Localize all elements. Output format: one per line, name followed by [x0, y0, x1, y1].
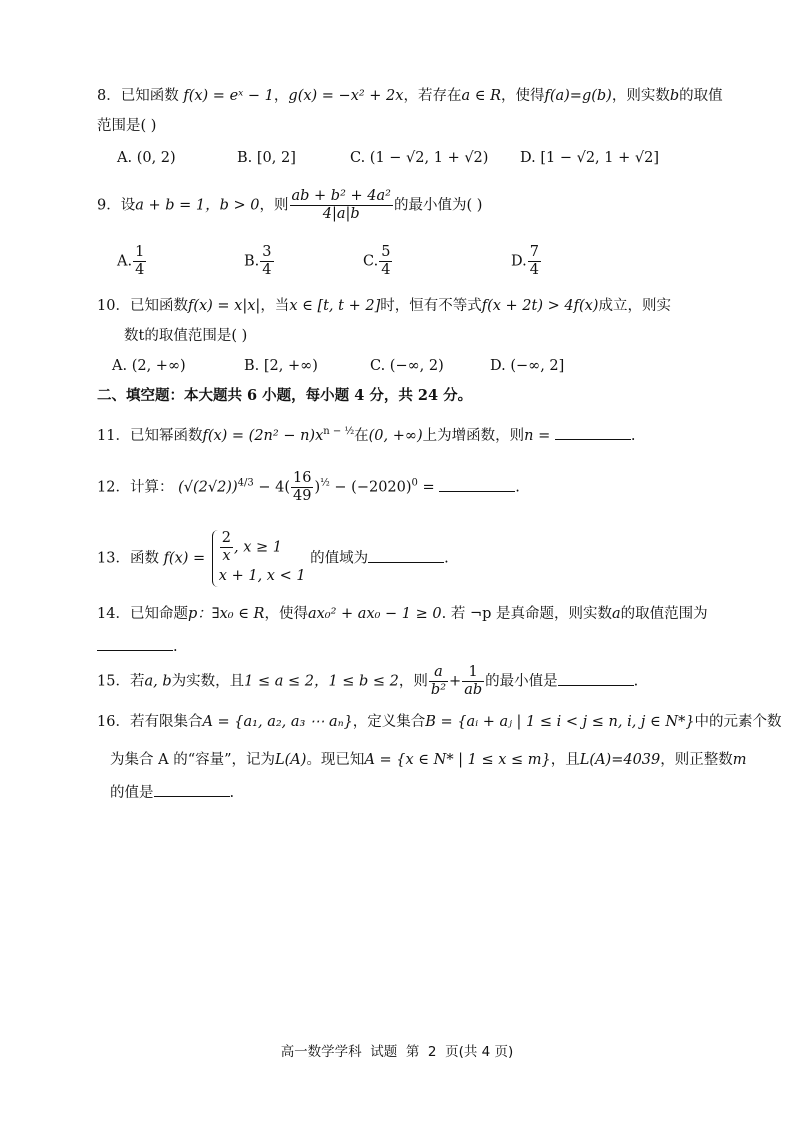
option-b: B. [0, 2] — [237, 150, 296, 166]
question-number: 13． — [97, 550, 130, 567]
formula: B = {aᵢ + aⱼ | 1 ≤ i < j ≤ n, i, j ∈ N*} — [425, 714, 695, 730]
answer-blank[interactable] — [97, 636, 173, 651]
option-d: D. [1 − √2, 1 + √2] — [520, 150, 659, 166]
answer-blank[interactable] — [555, 425, 631, 440]
question-8-line-1: 8．已知函数 f(x) = eˣ − 1，g(x) = −x² + 2x，若存在a ∈ R，使得f(a)=g(b)，则实数b的取值 — [97, 88, 723, 104]
formula: L(A)=4039 — [579, 752, 661, 768]
formula: a ∈ R — [461, 88, 501, 104]
question-number: 11． — [97, 427, 130, 444]
fraction: $\frac{1}{ab}$ — [464, 664, 483, 698]
formula: A = {x ∈ N* | 1 ≤ x ≤ m} — [364, 752, 551, 768]
question-number: 15． — [97, 673, 130, 690]
option-b: B. [2, +∞) — [244, 358, 318, 374]
question-11: 11．已知幂函数$f(x) = (2n^2 - n)x^{n - \frac{1}{2}}$在(0, +∞)上为增函数，则n = . — [97, 426, 636, 444]
option-b: B. $\frac{3}{4}$ — [244, 244, 272, 278]
page-footer: 高一数学学科 试题 第 2 页(共 4 页) — [280, 1044, 514, 1060]
question-number: 10． — [97, 298, 130, 314]
question-14-line-2: . — [97, 636, 178, 657]
formula: ax₀² + ax₀ − 1 ≥ 0 — [307, 606, 442, 622]
formula: f(x) = (2n² − n) — [202, 427, 316, 444]
question-12: 12．计算： $(√(2√2))^{4/3} - 4$( $\frac{16}{49}$ )$^{\frac{1}{2}} - (-2020)^0$ = . — [97, 470, 520, 504]
answer-blank[interactable] — [558, 671, 634, 686]
answer-blank[interactable] — [368, 548, 444, 563]
option-d: D. $\frac{7}{4}$ — [511, 244, 539, 278]
option-a: A. (2, +∞) — [112, 358, 186, 374]
option-c: C. (1 − √2, 1 + √2) — [350, 150, 489, 166]
formula: 1 ≤ a ≤ 2，1 ≤ b ≤ 2 — [244, 673, 399, 690]
formula: A = {a₁, a₂, a₃ ⋯ aₙ} — [202, 714, 353, 730]
formula: f(x + 2t) > 4f(x) — [481, 298, 599, 314]
question-number: 14． — [97, 606, 130, 622]
question-8-line-2: 范围是( ) — [97, 118, 157, 134]
fraction: $\frac{a}{\text{b²}}$ — [430, 664, 447, 698]
question-15: 15．若a, b为实数，且1 ≤ a ≤ 2，1 ≤ b ≤ 2，则 $\frac{a}{\text{b²}}$ + $\frac{1}{ab}$ 的最小值是 . — [97, 664, 639, 698]
option-c: C. $\frac{5}{4}$ — [363, 244, 391, 278]
answer-blank[interactable] — [154, 782, 230, 797]
section-heading: 二、填空题：本大题共 6 小题，每小题 4 分，共 24 分。 — [97, 387, 473, 404]
question-10-line-1: 10．已知函数f(x) = x|x|，当x ∈ [t, t + 2]时，恒有不等式f(x + 2t) > 4f(x)成立，则实 — [97, 298, 671, 314]
fraction: $\frac{\text{ab + b² + 4a²}}{4|a|b}$ — [291, 188, 391, 222]
formula: f(x) = x|x| — [187, 298, 261, 314]
question-number: 16． — [97, 714, 130, 730]
question-10-line-2: 数t的取值范围是( ) — [124, 328, 248, 344]
answer-blank[interactable] — [439, 477, 515, 492]
question-number: 9． — [97, 197, 121, 214]
formula: (√(2√2)) — [178, 479, 238, 496]
question-number: 12． — [97, 479, 130, 496]
formula: x ∈ [t, t + 2] — [289, 298, 381, 314]
option-a: A. (0, 2) — [117, 150, 176, 166]
question-16-line-3: 的值是 . — [110, 782, 234, 803]
formula: f(x) = eˣ − 1 — [183, 88, 274, 104]
piecewise-brace: $\frac{2}{x}$ , x ≥ 1 x + 1, x < 1 — [212, 530, 306, 587]
formula: g(x) = −x² + 2x — [288, 88, 404, 104]
question-9-options — [117, 244, 677, 284]
option-c: C. (−∞, 2) — [370, 358, 444, 374]
fraction: $\frac{16}{49}$ — [292, 470, 312, 504]
option-a: A. $\frac{1}{4}$ — [117, 244, 145, 278]
formula: f(a)=g(b) — [544, 88, 612, 104]
question-9-line-1: 9．设a + b = 1，b > 0，则 $\frac{\text{ab + b² + 4a²}}{4|a|b}$ 的最小值为( ) — [97, 188, 483, 222]
formula: (0, +∞) — [368, 427, 423, 444]
question-16-line-2: 为集合 A 的“容量”，记为L(A)。现已知A = {x ∈ N* | 1 ≤ x ≤ m}，且L(A)=4039，则正整数m — [110, 752, 747, 768]
option-d: D. (−∞, 2] — [490, 358, 565, 374]
question-number: 8． — [97, 88, 121, 104]
question-16-line-1: 16．若有限集合A = {a₁, a₂, a₃ ⋯ aₙ}，定义集合B = {aᵢ + aⱼ | 1 ≤ i < j ≤ n, i, j ∈ N*}中的元素个数 — [97, 714, 782, 730]
formula: f(x) = — [163, 550, 206, 567]
question-14-line-1: 14．已知命题p：∃x₀ ∈ R，使得ax₀² + ax₀ − 1 ≥ 0. 若 ¬p 是真命题，则实数a的取值范围为 — [97, 606, 708, 622]
question-13: 13．函数 f(x) = $\frac{2}{x}$ , x ≥ 1 x + 1, x < 1 的值域为 . — [97, 530, 449, 587]
formula: a + b = 1，b > 0 — [135, 197, 260, 214]
formula: ∃x₀ ∈ R — [211, 606, 265, 622]
